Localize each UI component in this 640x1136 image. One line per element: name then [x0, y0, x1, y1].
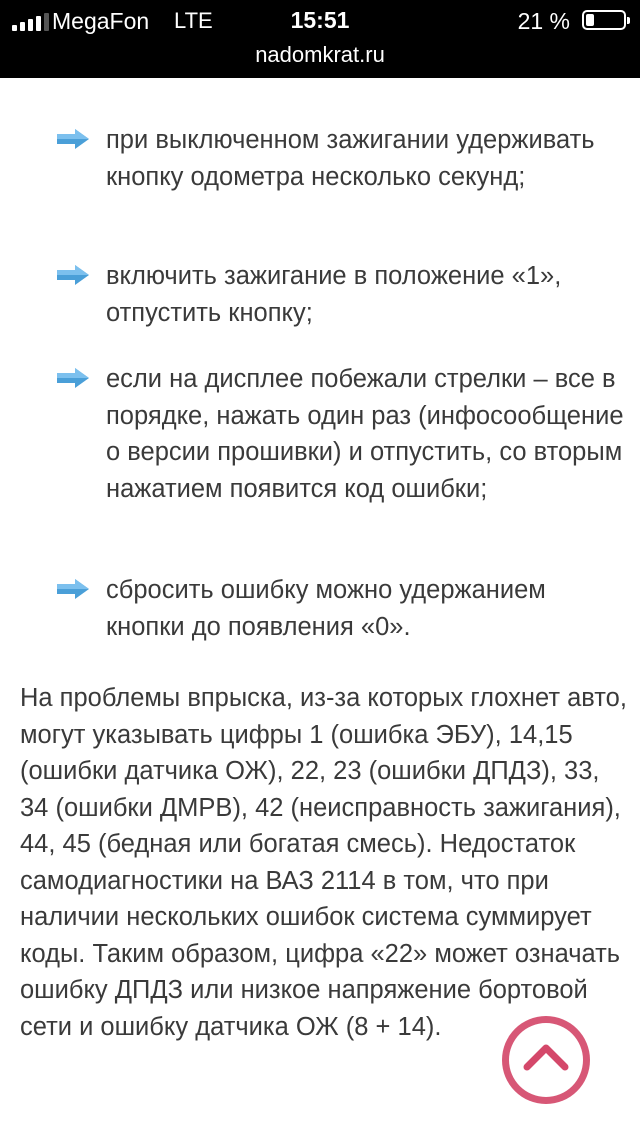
carrier-name: MegaFon [52, 8, 150, 34]
arrow-right-icon [56, 128, 90, 150]
list-item-text: если на дисплее побежали стрелки – все в порядке, нажать один раз (инфосообщение о версии прошивки) и отпустить, со вторым нажатием появится код ошибки; [106, 365, 624, 503]
arrow-right-icon [56, 264, 90, 286]
article-content[interactable] [0, 78, 640, 1136]
status-bar [0, 0, 640, 78]
network-type: LTE [174, 8, 213, 33]
battery-level [586, 14, 594, 26]
address-bar[interactable]: nadomkrat.ru [255, 42, 385, 67]
list-item-text: при выключенном зажигании удерживать кнопку одометра несколько секунд; [106, 126, 595, 191]
list-item-text: включить зажигание в положение «1», отпустить кнопку; [106, 262, 562, 327]
article-paragraph: На проблемы впрыска, из-за которых глохнет авто, могут указывать цифры 1 (ошибка ЭБУ), 14,15 (ошибки датчика ОЖ), 22, 23 (ошибки ДПДЗ), 33, 34 (ошибки ДМРВ), 42 (неисправность зажигания), 44, 45 (бедная или богатая смесь). Недостаток самодиагностики на ВАЗ 2114 в том, что при наличии нескольких ошибок система суммирует коды. Таким образом, цифра «22» может означать ошибку ДПДЗ или низкое напряжение бортовой сети и ошибку датчика ОЖ (8 + 14). [20, 684, 627, 1041]
battery-icon [582, 10, 626, 30]
list-item-text: сбросить ошибку можно удержанием кнопки до появления «0». [106, 576, 546, 641]
scroll-to-top-button[interactable] [502, 1016, 590, 1104]
clock: 15:51 [290, 7, 350, 33]
chevron-up-icon [523, 1035, 569, 1081]
arrow-right-icon [56, 367, 90, 389]
battery-percent: 21 % [517, 8, 570, 34]
arrow-right-icon [56, 578, 90, 600]
